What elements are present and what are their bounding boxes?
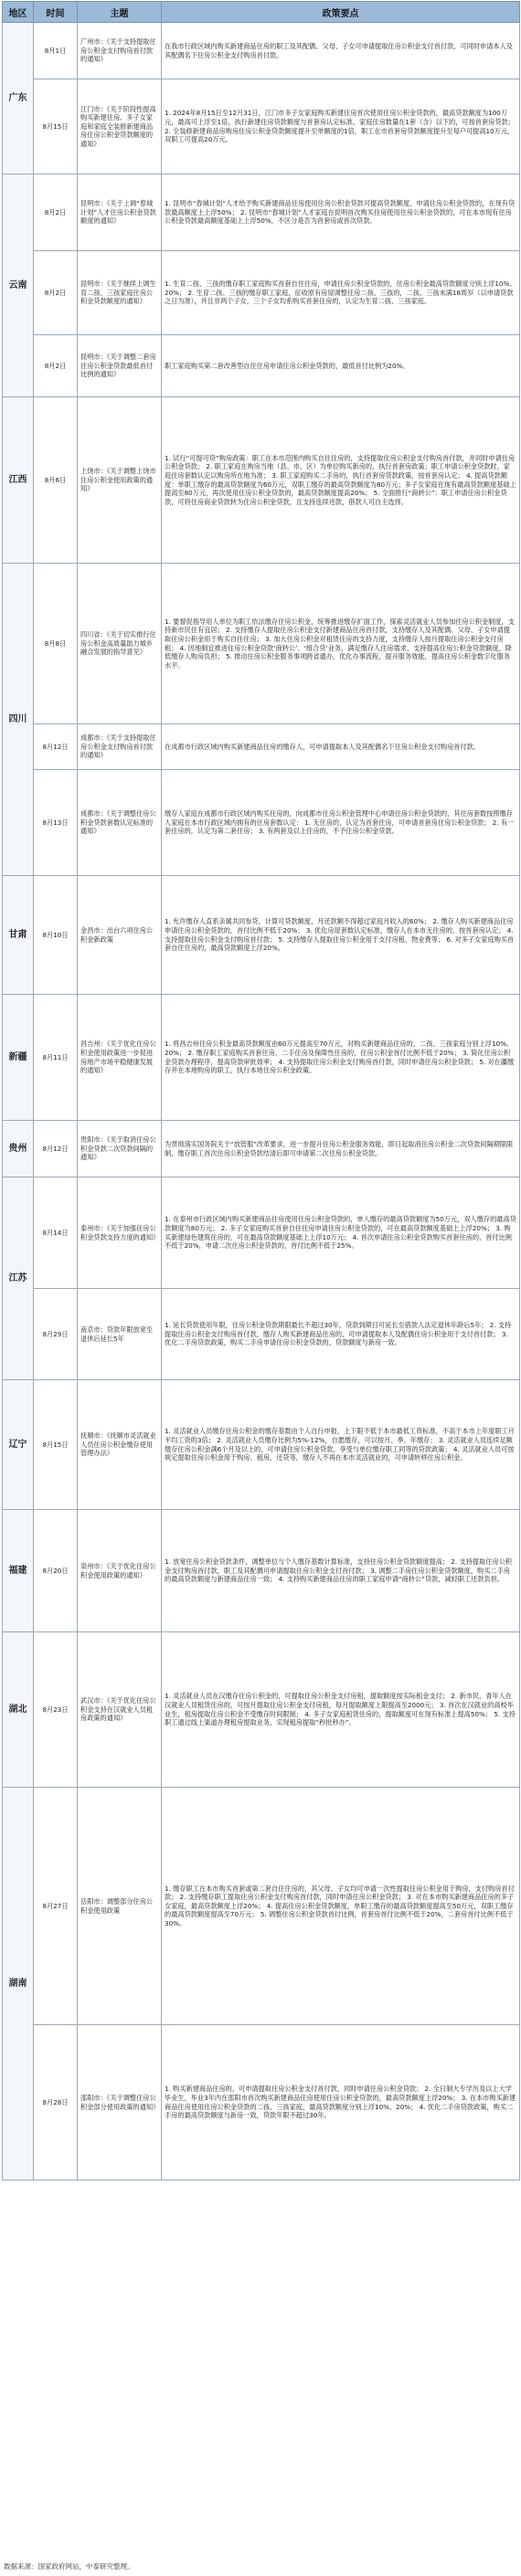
region-cell: 四川 xyxy=(3,564,34,876)
date-cell: 8月10日 xyxy=(34,876,78,995)
topic-cell: 金昌市：出台六项住房公积金新政策 xyxy=(78,876,162,995)
points-cell: 1. 灵活就业人员在汉缴存住房公积金的，可提取住房公积金支付房租，提取额度按实际租金支付； 2. 新市民、青年人在汉就业人员租赁住房的，可按月提取住房公积金支付房租，每月提取额度上限提高至2000元； 3. 首次在汉就业的高校毕业生，租房提取住房公积金不受缴存时间限制； 4. 多子女家庭租赁住房的，提取额度可在现有标准上提高50%； 5. 支持职工通过线上渠道办理租房提取业务，实现租房提取“秒批秒办”。 xyxy=(162,1632,520,1788)
topic-cell: 武汉市：《关于优化住房公积金支持在汉就业人员租房政策的通知》 xyxy=(78,1632,162,1788)
points-cell: 1. 要督促指导用人单位为职工依法缴存住房公积金，统筹推进缴存扩面工作，探索灵活就业人员参加住房公积金制度，支持新市民住有宜居； 2. 支持缴存人提取住房公积金支付新建商品住房首付款，支持缴存人及其配偶、父母、子女申请提取住房公积金用于购买自住住房； 3. 加大住房公积金对租赁住房的支持力度，支持缴存人按月提取住房公积金支付房租； 4. 因地制宜推进住房公积金贷款‘商转公’、‘组合贷’业务，满足缴存人住房需求，支持提高住房公积金贷款额度，降低缴存人购房负担； 5. 推动住房公积金服务事项跨省通办，优化办事流程，提升服务效能，提高住房公积金数字化服务水平。 xyxy=(162,564,520,724)
date-cell: 8月6日 xyxy=(34,397,78,564)
region-cell: 贵州 xyxy=(3,1121,34,1177)
points-cell: 1. 放宽住房公积金贷款条件，调整单位与个人缴存基数计算标准，支持住房公积金贷款额度提高； 2. 支持提取住房公积金支付购房首付款，职工及其配偶可申请提取住房公积金支付首付款； 3. 调整二手房住房公积金贷款额度，购买二手房的最高贷款额度与新建商品住房一致； 4. 支持购买新建商品住房的职工家庭申请“商转公”贷款，减轻职工还款负担。 xyxy=(162,1510,520,1632)
region-cell: 甘肃 xyxy=(3,876,34,995)
topic-cell: 岳阳市：调整部分住房公积金使用政策 xyxy=(78,1788,162,2025)
topic-cell: 昆明市：《关于调整二套房住房公积金贷款最低首付比例的通知》 xyxy=(78,335,162,397)
topic-cell: 泉州市：《关于优化住房公积金使用政策的通知》 xyxy=(78,1510,162,1632)
region-cell: 湖北 xyxy=(3,1632,34,1788)
header-points: 政策要点 xyxy=(162,2,520,23)
topic-cell: 贵阳市：《关于取消住房公积金贷款二次贷款间隔的通知》 xyxy=(78,1121,162,1177)
table-row xyxy=(3,876,520,995)
topic-cell: 江门市：《关于阶段性提高购买新建住房、多子女家庭和家庭全装修新建商品房住房公积金贷款额度的通知》 xyxy=(78,79,162,174)
date-cell: 8月29日 xyxy=(34,1289,78,1380)
region-cell: 云南 xyxy=(3,174,34,397)
date-cell: 8月2日 xyxy=(34,251,78,335)
topic-cell: 泰州市：《关于加强住房公积金贷款支持力度的通知》 xyxy=(78,1177,162,1289)
topic-cell: 昆明市：《关于上调“春城计划”人才住房公积金贷款额度的通知》 xyxy=(78,174,162,251)
points-cell: 在我市行政区域内购买新建商品住房的职工及其配偶、父母、子女可申请提取住房公积金支付首付款，可同时申请本人及其配偶名下住房公积金支付购房首付款。 xyxy=(162,23,520,79)
table-row xyxy=(3,23,520,79)
region-cell: 新疆 xyxy=(3,995,34,1121)
date-cell: 8月1日 xyxy=(34,23,78,79)
date-cell: 8月13日 xyxy=(34,770,78,876)
region-cell: 江苏 xyxy=(3,1177,34,1380)
date-cell: 8月2日 xyxy=(34,335,78,397)
table-row xyxy=(3,995,520,1121)
table-row xyxy=(3,1788,520,2025)
source-note: 数据来源：国家政府网站，中泰研究整理。 xyxy=(4,2562,134,2571)
table-row xyxy=(3,397,520,564)
topic-cell: 昌吉州：《关于优化住房公积金使用政策进一步促进房地产市场平稳健康发展的通知》 xyxy=(78,995,162,1121)
table-header-row xyxy=(3,2,520,23)
region-cell: 广东 xyxy=(3,23,34,174)
points-cell: 1. 缴存职工在本市购买首套或第二套自住住房的，其父母、子女均可申请一次性提取住房公积金用于购房，支付购房首付款； 2. 支持缴存职工提取住房公积金支付购房首付款，同时申请住房公积金贷款； 3. 对在本市购买新建商品住房的多子女家庭，最高贷款额度上浮20%； 4. 提高住房公积金贷款额度，单职工缴存的最高贷款额度提高至50万元，双职工缴存的最高贷款额度提高至70万元； 5. 调整住房公积金贷款首付比例，首套房首付比例不低于20%，二套房首付比例不低于30%。 xyxy=(162,1788,520,2025)
topic-cell: 四川省：《关于切实推行住房公积金高质量助力城乡融合发展的指导意见》 xyxy=(78,564,162,724)
points-cell: 1. 试行“可提可贷”购房政策：职工在本市范围内购买自住住房的，支持提取住房公积金支付购房首付款，并同时申请住房公积金贷款； 2. 职工家庭在购房当地（县、市、区）为单位购买新房的，执行首套房政策；职工申请公积金贷款时，家庭住房套数认定以购房所在地为准； 3. 职工家庭购买二手房的，执行首套房贷款政策，按首套房认定； 4. 提高贷款额度：单职工缴存的最高贷款额度为60万元，双职工缴存的最高贷款额度为80万元；多子女家庭在现有最高贷款额度基础上提高至80万元，再次使用住房公积金贷款的，最高贷款额度提高20%； 5. 全面推行“商转公”：职工申请住房公积金贷款，可将住房商业贷款转为住房公积金贷款，且支持连续还款，借款人可自主选择。 xyxy=(162,397,520,564)
date-cell: 8月15日 xyxy=(34,79,78,174)
date-cell: 8月14日 xyxy=(34,1177,78,1289)
region-cell: 福建 xyxy=(3,1510,34,1632)
region-cell: 辽宁 xyxy=(3,1380,34,1510)
points-cell: 1. 在泰州市行政区域内购买新建商品住房使用住房公积金贷款的，单人缴存的最高贷款额度为50万元，双人缴存的最高贷款额度为80万元； 2. 多子女家庭购买首套自住住房申请住房公积金贷款的，可在最高贷款额度基础上上浮20%； 3. 购买新建绿色建筑住房的，可在最高贷款额度基础上上浮10万元； 4. 首次申请住房公积金贷款购买首套住房的，首付比例不低于20%，申请二次住房公积金贷款的，首付比例不低于25%。 xyxy=(162,1177,520,1289)
table-row xyxy=(3,2025,520,2180)
date-cell: 8月12日 xyxy=(34,724,78,770)
topic-cell: 上饶市：《关于调整上饶市住房公积金使用政策的通知》 xyxy=(78,397,162,564)
table-row xyxy=(3,1380,520,1510)
points-cell: 1. 昆明市“春城计划”人才给予购买新建商品住房使用住房公积金贷款可提高贷款额度，申请住房公积金贷款的，在现有贷款最高额度上上浮50%； 2. 昆明市“春城计划”人才家庭在昆明首次购买住房使用住房公积金贷款的，可在本市现有住房公积金贷款最高额度基础上上浮50%，不区分是否为首套房或首次贷款。 xyxy=(162,174,520,251)
date-cell: 8月15日 xyxy=(34,1380,78,1510)
table-row xyxy=(3,251,520,335)
topic-cell: 邵阳市：《关于调整住房公积金部分使用政策的通知》 xyxy=(78,2025,162,2180)
date-cell: 8月2日 xyxy=(34,174,78,251)
topic-cell: 昆明市：《关于继续上调生育二孩、三孩家庭住房公积金贷款额度的通知》 xyxy=(78,251,162,335)
topic-cell: 抚顺市：《抚顺市灵活就业人员住房公积金缴存使用管理办法》 xyxy=(78,1380,162,1510)
points-cell: 缴存人家庭在成都市行政区域内购买住房的，向成都市住房公积金管理中心申请住房公积金贷款的，其住房套数按照缴存人家庭在本市行政区域内拥有的住房套数认定： 1. 无住房的，认定为首套住房，可申请首套房住房公积金贷款； 2. 有一套住房的，认定为第二套住房； 3. 有两套及以上住房的，不予住房公积金贷款。 xyxy=(162,770,520,876)
points-cell: 1. 延长贷款使用年限，住房公积金贷款期限最长不超过30年，贷款到期日可延长至借款人法定退休年龄后5年； 2. 支持提取住房公积金支付购房首付款，缴存人购买新建商品住房的，可申请提取本人及配偶住房公积金用于支付首付款； 3. 优化二手房贷款政策，购买二手房申请住房公积金贷款的，贷款额度与新房一致。 xyxy=(162,1289,520,1380)
date-cell: 8月28日 xyxy=(34,2025,78,2180)
table-row xyxy=(3,1632,520,1788)
policy-table xyxy=(2,1,520,2180)
points-cell: 1. 生育二孩、三孩的缴存职工家庭购买首套自住住房，申请住房公积金贷款的，住房公积金最高贷款额度分别上浮10%、20%； 2. 生育二孩、三孩的缴存职工家庭，征收原有房屋调整住房二孩、三孩的，二孩、三孩未满18周岁（以申请贷款之日为准），并且非两个子女，三个子女均系购买首套住房的，认定为生育二孩、三孩家庭。 xyxy=(162,251,520,335)
topic-cell: 广州市：《关于支持提取住房公积金支付购房首付款的通知》 xyxy=(78,23,162,79)
region-cell: 江西 xyxy=(3,397,34,564)
header-date: 时间 xyxy=(34,2,78,23)
date-cell: 8月20日 xyxy=(34,1510,78,1632)
points-cell: 1. 购买新建商品住房的，可申请提取住房公积金支付首付款，同时申请住房公积金贷款； 2. 全日制大专学历及以上大学毕业生，毕业3年内在邵阳市首次购买新建商品住房使用住房公积金贷款的，最高贷款额度上浮20%； 3. 在本市购买新建商品住房使用住房公积金贷款的二孩、三孩家庭，最高贷款额度分别上浮10%、20%； 4. 优化二手房贷款政策，购买二手房的最高贷款额度与新房一致，贷款年限不超过30年。 xyxy=(162,2025,520,2180)
topic-cell: 南京市：贷款年限放宽至退休后延长5年 xyxy=(78,1289,162,1380)
table-row xyxy=(3,174,520,251)
table-row xyxy=(3,1289,520,1380)
header-topic: 主题 xyxy=(78,2,162,23)
header-region: 地区 xyxy=(3,2,34,23)
points-cell: 1. 允许缴存人直系亲属共同参贷，计算可贷款额度，月还款额不得超过家庭月收入的60%； 2. 缴存人购买新建商品住房申请住房公积金贷款的，首付比例不低于20%； 3. 优化房屋套数认定标准，缴存人在本市无住房的，按首套房认定； 4. 支持提取住房公积金支付购房首付款； 5. 支持缴存人提取住房公积金用于支付房租、物业费等； 6. 对多子女家庭购买首套自住住房的，最高贷款额度上浮20%。 xyxy=(162,876,520,995)
date-cell: 8月11日 xyxy=(34,995,78,1121)
table-row xyxy=(3,1121,520,1177)
table-row xyxy=(3,1510,520,1632)
table-row xyxy=(3,724,520,770)
date-cell: 8月12日 xyxy=(34,1121,78,1177)
topic-cell: 成都市：《关于调整住房公积金贷款套数认定标准的通知》 xyxy=(78,770,162,876)
table-row xyxy=(3,564,520,724)
date-cell: 8月27日 xyxy=(34,1788,78,2025)
table-row xyxy=(3,335,520,397)
points-cell: 1. 灵活就业人员缴存住房公积金的缴存基数由个人自行申报，上下限不低于本市最低工资标准，不高于本市上年度职工月平均工资的3倍； 2. 灵活就业人员缴存比例为5%-12%，自愿缴存，可以按月、季、年缴存； 3. 灵活就业人员连续足额缴存住房公积金满6个月及以上的，可申请住房公积金贷款，享受与单位缴存职工同等的贷款政策； 4. 灵活就业人员可按规定提取住房公积金用于购房、租房、还贷等，缴存人不再在本市灵活就业的，可申请转移住房公积金。 xyxy=(162,1380,520,1510)
points-cell: 为贯彻落实国务院关于“放管服”改革要求，进一步提升住房公积金服务效能，即日起取消住房公积金二次贷款间隔期限限制，缴存职工首次住房公积金贷款结清后即可申请第二次住房公积金贷款。 xyxy=(162,1121,520,1177)
table-row xyxy=(3,1177,520,1289)
points-cell: 1. 将昌吉州住房公积金最高贷款额度由60万元提高至70万元，对购买新建商品住房的，二孩、三孩家庭分别上浮10%、20%； 2. 缴存职工家庭购买首套住房、二手住房及保障性住房的，住房公积金首付比例不低于20%； 3. 简化住房公积金贷款办理程序，提高贷款审批效率； 4. 支持提取住房公积金支付购房首付款，同时申请住房公积金贷款； 5. 对在疆缴存并在本地购房的职工，执行本地住房公积金政策。 xyxy=(162,995,520,1121)
points-cell: 职工家庭购买第二套改善型自住住房申请住房公积金贷款的，最低首付比例为20%。 xyxy=(162,335,520,397)
table-row xyxy=(3,770,520,876)
date-cell: 8月23日 xyxy=(34,1632,78,1788)
points-cell: 1. 2024年8月15日至12月31日，江门市多子女家庭购买新建住房首次使用住房公积金贷款的，最高贷款额度为100万元，最高可上浮至1倍，执行新建住房贷款额度与首套房认定标准，家庭住房数量在1套（含）以下的，可按首套房贷款； 2. 全装修新建商品房购房住房公积金贷款额度提升至单额度的1倍，职工在市首套房贷款额度提升至每户可提高10万元，双职工可提高20万元。 xyxy=(162,79,520,174)
points-cell: 在成都市行政区域内购买新建商品住房的缴存人，可申请提取本人及其配偶名下住房公积金支付购房首付款。 xyxy=(162,724,520,770)
topic-cell: 成都市：《关于支持提取住房公积金支付购房首付款的通知》 xyxy=(78,724,162,770)
table-row xyxy=(3,79,520,174)
region-cell: 湖南 xyxy=(3,1788,34,2180)
date-cell: 8月8日 xyxy=(34,564,78,724)
